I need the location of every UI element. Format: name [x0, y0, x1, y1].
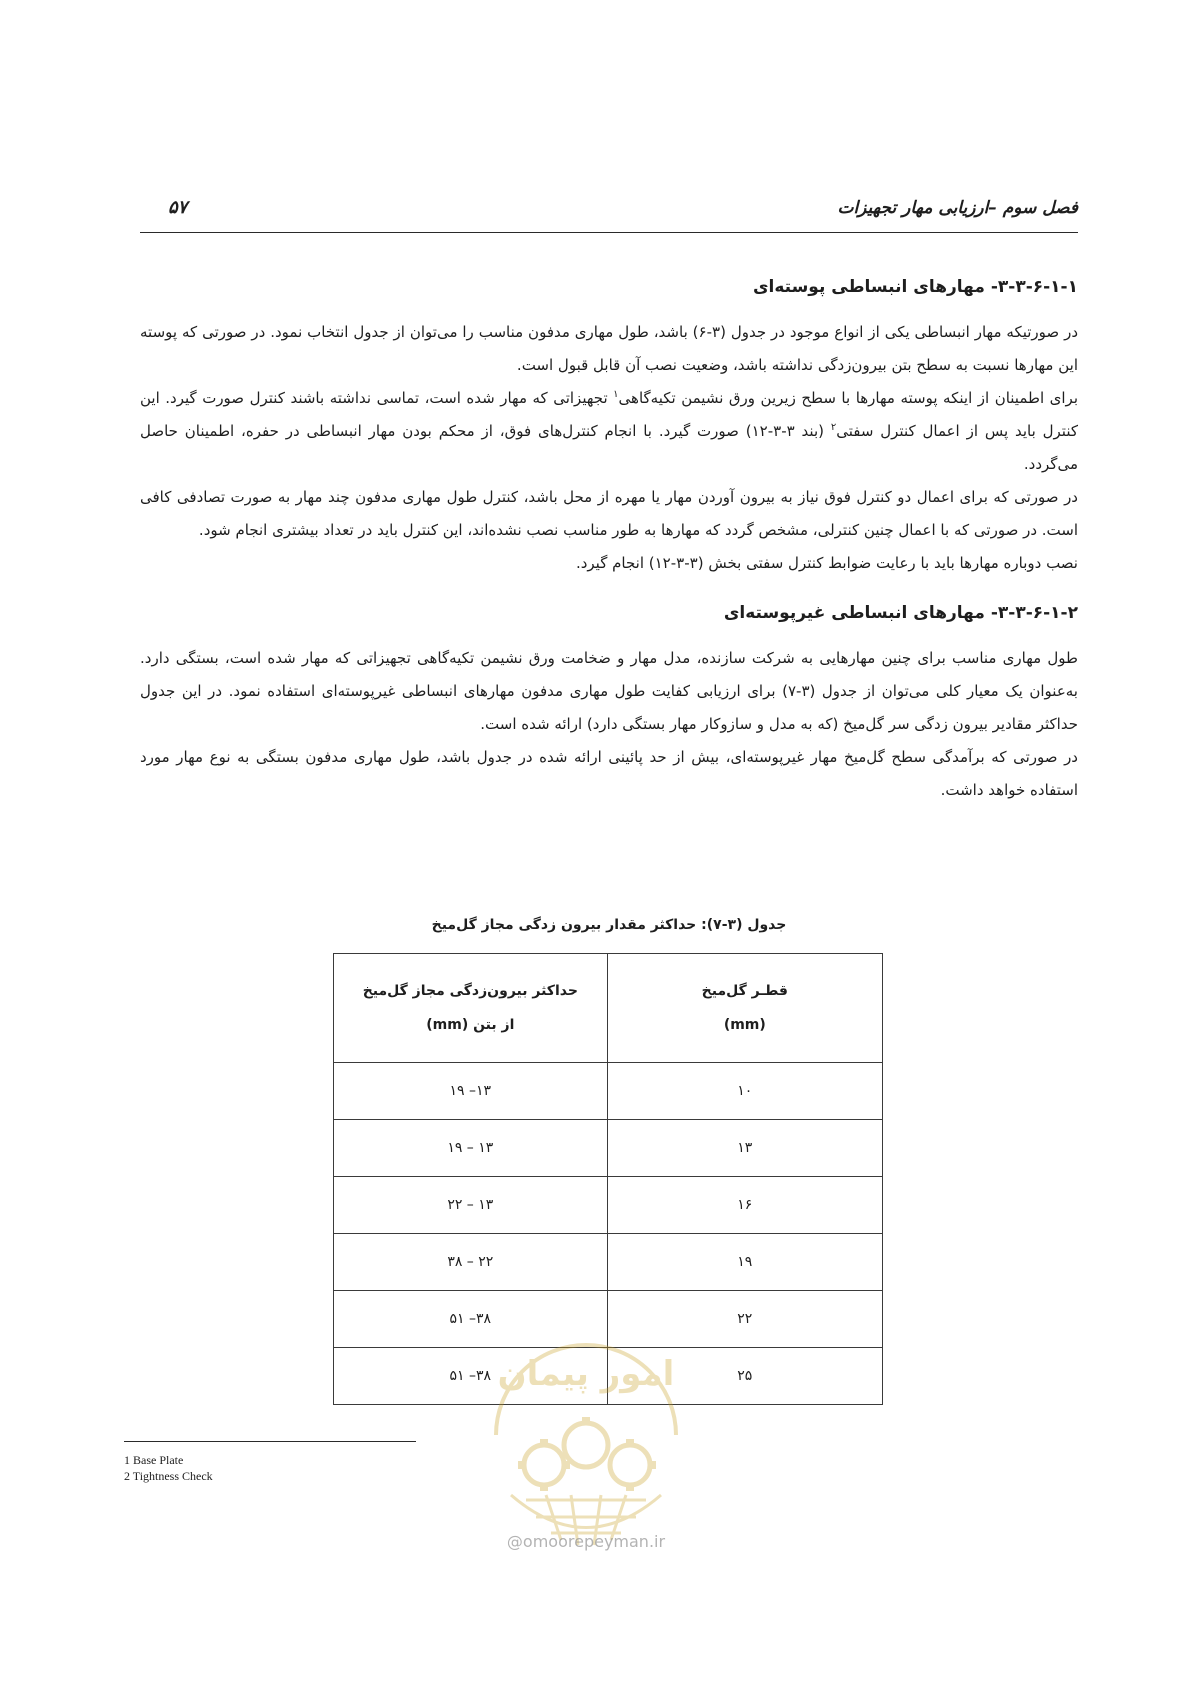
section-heading: ۳-۳-۶-۱-۲- مهارهای انبساطی غیرپوسته‌ای: [723, 603, 1078, 623]
paragraph: در صورتیکه مهار انبساطی یکی از انواع موجود در جدول (۳-۶) باشد، طول مهاری مدفون مناسب را می‌توان از جدول انتخاب نمود. در صورتی که پوسته این مهارها نسبت به سطح بتن بیرون‌زدگی نداشته باشد، وضعیت نصب آن قابل قبول است.: [140, 323, 1078, 374]
header-divider: [140, 232, 1078, 233]
paragraph: طول مهاری مناسب برای چنین مهارهایی به شرکت سازنده، مدل مهار و ضخامت ورق نشیمن تکیه‌گاهی تجهیزاتی که مهار شده است، بستگی دارد. به‌عنوان یک معیار کلی می‌توان از جدول (۳-۷) برای ارزیابی کفایت طول مهاری مدفون مهارهای انبساطی غیرپوسته‌ای استفاده نمود. در این جدول حداکثر مقادیر بیرون زدگی سر گل‌میخ (که به مدل و سازوکار مهار بستگی دارد) ارائه شده است.: [140, 649, 1078, 733]
table-row: [334, 1234, 883, 1291]
watermark-arc-text: امور پیمان: [497, 1354, 675, 1394]
table-header-row: [334, 954, 883, 1063]
section-heading: ۳-۳-۶-۱-۱- مهارهای انبساطی پوسته‌ای: [752, 277, 1078, 297]
stud-protrusion-table: [333, 953, 883, 1405]
section-non-shelled-anchors: [140, 598, 1078, 807]
table-row: [334, 1063, 883, 1120]
table-row: [334, 1120, 883, 1177]
paragraph-text: (بند ۳-۳-۱۲) صورت گیرد. با انجام کنترل‌های فوق، از محکم بودن مهار انبساطی در حفره، اطمینان حاصل می‌گردد.: [140, 422, 1078, 473]
paragraph: در صورتی که برای اعمال دو کنترل فوق نیاز به بیرون آوردن مهار یا مهره از محل باشد، کنترل طول مهاری مدفون چند مهار به صورت تصادفی کافی است. در صورتی که با اعمال چنین کنترلی، مشخص گردد که مهارها به طور مناسب نصب نشده‌اند، این کنترل باید در تعداد بیشتری انجام شود.: [140, 488, 1078, 539]
cell-diameter: ۲۲: [607, 1291, 882, 1348]
cell-diameter: ۲۵: [607, 1348, 882, 1405]
footnote-divider: [124, 1441, 416, 1442]
page-header: [140, 193, 1078, 223]
table-row: [334, 1177, 883, 1234]
paragraph: نصب دوباره مهارها باید با رعایت ضوابط کنترل سفتی بخش (۳-۳-۱۲) انجام گیرد.: [575, 554, 1078, 572]
cell-diameter: ۱۶: [607, 1177, 882, 1234]
chapter-title: فصل سوم –ارزیابی مهار تجهیزات: [837, 198, 1078, 218]
column-header-label: حداکثر بیرون‌زدگی مجاز گل‌میخ: [362, 983, 578, 999]
cell-diameter: ۱۳: [607, 1120, 882, 1177]
footnote-item: 2 Tightness Check: [124, 1469, 213, 1483]
main-content: [140, 272, 1078, 807]
watermark-website: @omoorepeyman.ir: [506, 1532, 666, 1551]
column-header-protrusion: [334, 954, 608, 1063]
section-shelled-anchors: [140, 272, 1078, 580]
column-header-label: قطـر گل‌میخ: [701, 983, 788, 999]
column-header-unit: (mm): [723, 1017, 766, 1033]
footnote-ref: ۱: [613, 389, 619, 400]
cell-diameter: ۱۰: [607, 1063, 882, 1120]
cell-protrusion: ۲۲ – ۳۸: [334, 1234, 608, 1291]
paragraph: در صورتی که برآمدگی سطح گل‌میخ مهار غیرپوسته‌ای، بیش از حد پائینی ارائه شده در جدول باشد، طول مهاری مدفون بستگی به نوع مهار مورد استفاده خواهد داشت.: [140, 748, 1078, 799]
table-caption: جدول (۳-۷): حداکثر مقدار بیرون زدگی مجاز گل‌میخ: [431, 917, 787, 933]
cell-protrusion: ۱۳ – ۲۲: [334, 1177, 608, 1234]
footnote-item: 1 Base Plate: [124, 1453, 184, 1467]
paragraph-text: تجهیزاتی که مهار شده است، تماسی نداشته باشند کنترل صورت گیرد. این کنترل باید پس از اعمال کنترل سفتی: [140, 389, 1078, 440]
cell-protrusion: ۱۳ – ۱۹: [334, 1120, 608, 1177]
column-header-diameter: [607, 954, 882, 1063]
cell-protrusion: ۳۸– ۵۱: [334, 1348, 608, 1405]
page-number: ۵۷: [168, 197, 188, 218]
footnotes: [124, 1452, 213, 1484]
cell-protrusion: ۱۳– ۱۹: [334, 1063, 608, 1120]
cell-protrusion: ۳۸– ۵۱: [334, 1291, 608, 1348]
cell-diameter: ۱۹: [607, 1234, 882, 1291]
table-row: [334, 1348, 883, 1405]
gear-icon: [564, 1423, 608, 1467]
paragraph-with-footnotes: [140, 382, 1078, 481]
column-header-unit: از بتن (mm): [426, 1017, 515, 1033]
paragraph-text: برای اطمینان از اینکه پوسته مهارها با سطح زیرین ورق نشیمن تکیه‌گاهی: [618, 389, 1078, 407]
footnote-ref: ۲: [830, 422, 837, 433]
gear-icon: [524, 1445, 564, 1485]
gear-icon: [610, 1445, 650, 1485]
table-row: [334, 1291, 883, 1348]
